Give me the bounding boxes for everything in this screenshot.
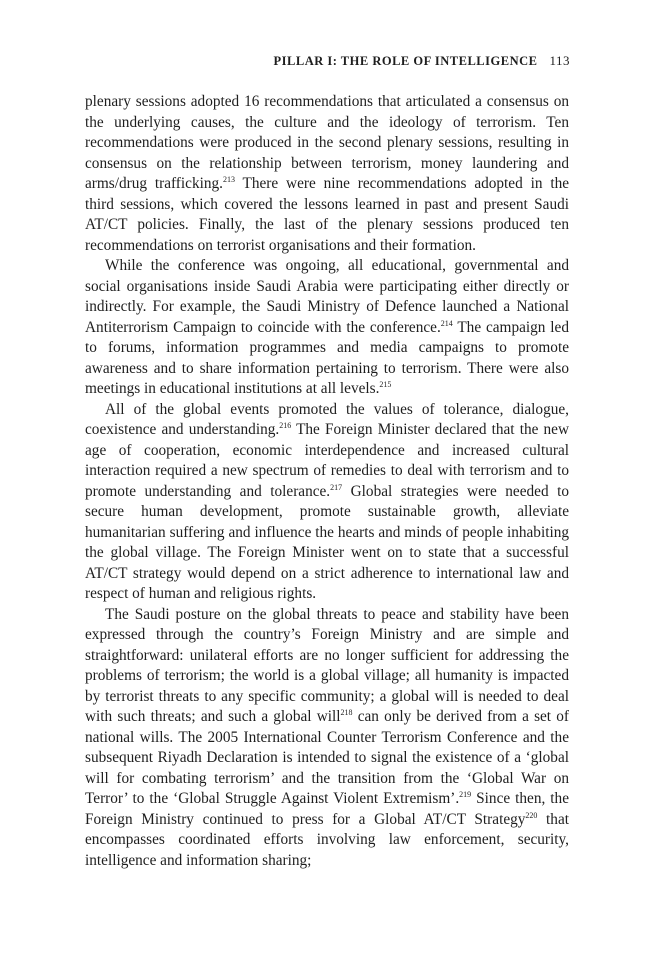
paragraph-text: There were nine recommendations adopted in the third sessions, which covered the lessons learned in past and present Saudi AT/CT policies. Finally, the last of the plenary sessions produced ten recommendations on terrorist organisations and their formation.: [85, 175, 570, 254]
paragraph-text: The campaign led to forums, information programmes and media campaigns to promote awareness and to share information pertaining to terrorism. There were also meetings in educational institutions at all levels.: [85, 318, 569, 397]
paragraph-text: Since then, the Foreign Ministry continued to press for a Global AT/CT Strategy: [85, 790, 569, 828]
footnote-marker: 215: [379, 380, 392, 389]
paragraph-text: that encompasses coordinated efforts involving law enforcement, security, intelligence and information sharing;: [85, 810, 569, 869]
paragraph-text: All of the global events promoted the values of tolerance, dialogue, coexistence and understanding.: [85, 400, 569, 438]
footnote-marker: 220: [525, 810, 538, 820]
paragraph-text: The Foreign Minister declared that the new age of cooperation, economic interdependence and increased cultural interaction required a new spectrum of remedies to deal with terrorism and to promote understanding and tolerance.: [85, 421, 569, 500]
footnote-marker: 214: [440, 318, 453, 328]
running-head: [274, 53, 570, 69]
footnote-marker: 217: [330, 482, 343, 492]
paragraph-text: While the conference was ongoing, all educational, governmental and social organisations inside Saudi Arabia were participating either directly or indirectly. For example, the Saudi Ministry of Defence launched a National Antiterrorism Campaign to coincide with the conference.: [85, 257, 569, 336]
paragraph: [85, 400, 569, 605]
paragraph: [85, 605, 569, 872]
paragraph: [85, 92, 569, 256]
footnote-marker: 219: [459, 790, 472, 799]
paragraph: [85, 256, 569, 400]
paragraph-text: can only be derived from a set of national wills. The 2005 International Counter Terrorism Conference and the subsequent Riyadh Declaration is intended to signal the existence of a ‘global will for combating terrorism’ and the transition from the ‘Global War on Terror’ to the ‘Global Struggle Against Violent Extremism’.: [85, 708, 569, 807]
footnote-marker: 218: [340, 708, 353, 717]
chapter-title: PILLAR I: THE ROLE OF INTELLIGENCE: [273, 54, 538, 68]
footnote-marker: 213: [222, 175, 235, 184]
page-number: 113: [549, 53, 570, 68]
footnote-marker: 216: [279, 421, 292, 430]
body-text: [85, 92, 569, 871]
paragraph-text: The Saudi posture on the global threats to peace and stability have been expressed through the country’s Foreign Ministry and are simple and straightforward: unilateral efforts are no longer sufficient for addressing the problems of terrorism; the world is a global village; all humanity is impacted by terrorist threats to any specific community; a global will is needed to deal with such threats; and such a global will: [85, 605, 569, 725]
paragraph-text: plenary sessions adopted 16 recommendations that articulated a consensus on the underlying causes, the culture and the ideology of terrorism. Ten recommendations were produced in the second plenary sessions, resulting in consensus on the relationship between terrorism, money laundering and arms/drug trafficking.: [85, 93, 569, 192]
paragraph-text: Global strategies were needed to secure human development, promote sustainable growth, alleviate humanitarian suffering and influence the hearts and minds of people inhabiting the global village. The Foreign Minister went on to state that a successful AT/CT strategy would depend on a strict adherence to international law and respect of human and religious rights.: [85, 482, 569, 602]
